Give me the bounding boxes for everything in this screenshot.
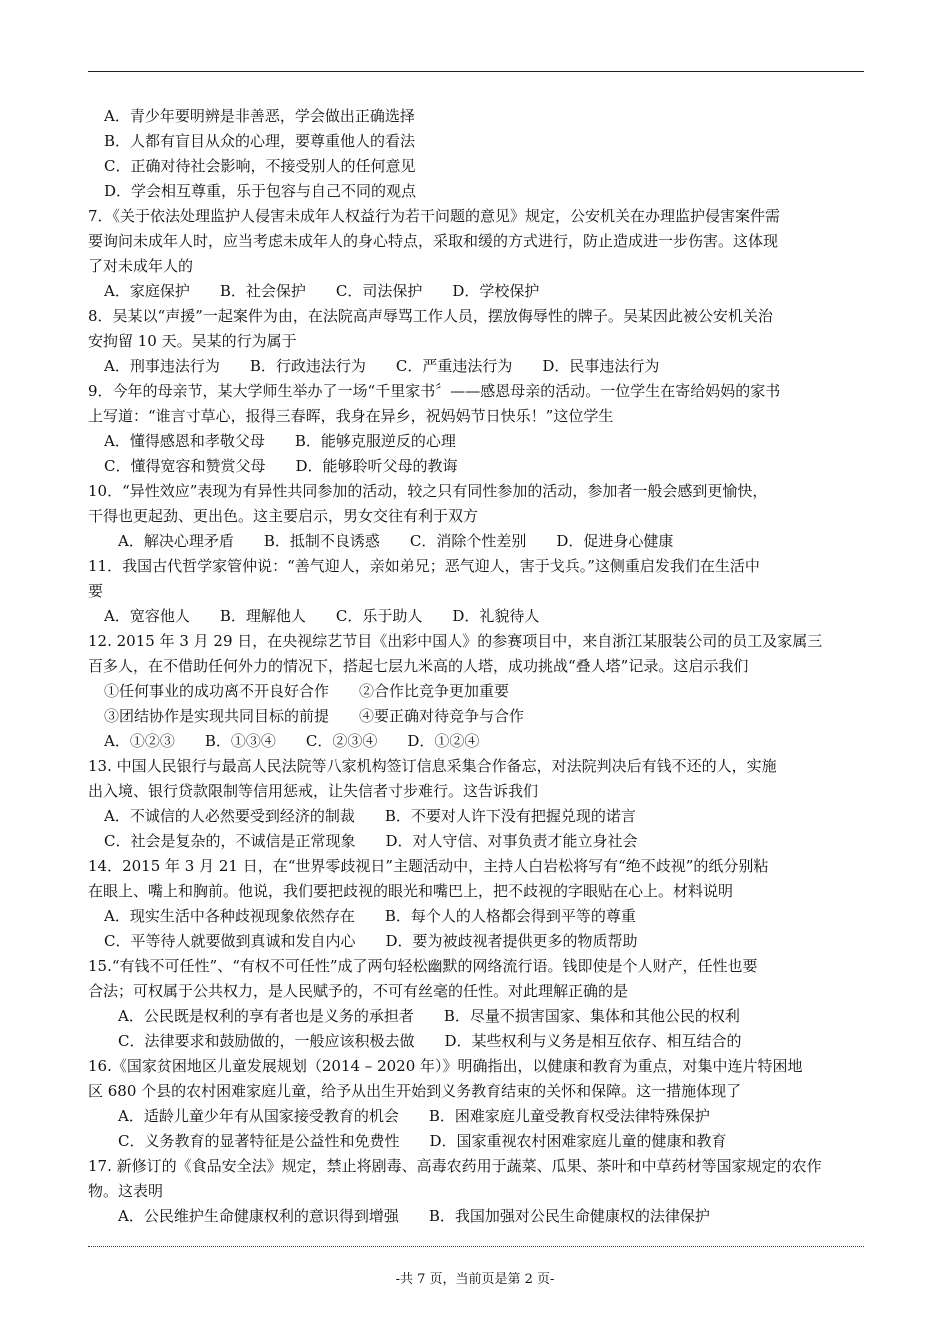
text-line: A．懂得感恩和孝敬父母 B．能够克服逆反的心理 [104,432,456,450]
text-line: A．宽容他人 B．理解他人 C．乐于助人 D．礼貌待人 [104,607,540,625]
text-line: A．刑事违法行为 B．行政违法行为 C．严重违法行为 D．民事违法行为 [104,357,660,375]
text-line: 13. 中国人民银行与最高人民法院等八家机构签订信息采集合作备忘，对法院判决后有钱不还的人，实施 [88,757,777,775]
text-line: A．公民既是权利的享有者也是义务的承担者 B．尽量不损害国家、集体和其他公民的权利 [118,1007,740,1025]
text-line: 在眼上、嘴上和胸前。他说，我们要把歧视的眼光和嘴巴上，把不歧视的字眼贴在心上。材料说明 [88,882,734,900]
text-line: 上写道：“谁言寸草心，报得三春晖，我身在异乡，祝妈妈节日快乐！”这位学生 [88,407,614,425]
footer-rule [88,1246,864,1247]
text-line: 百多人，在不借助任何外力的情况下，搭起七层九米高的人塔，成功挑战“叠人塔”记录。这启示我们 [88,657,749,675]
text-line: 要询问未成年人时，应当考虑未成年人的身心特点，采取和缓的方式进行，防止造成进一步伤害。这体现 [88,232,779,250]
text-line: B．人都有盲目从众的心理，要尊重他人的看法 [104,132,416,150]
text-line: 12. 2015 年 3 月 29 日，在央视综艺节目《出彩中国人》的参赛项目中，来自浙江某服装公司的员工及家属三 [88,632,823,650]
page-footer: -共 7 页，当前页是第 2 页- [395,1272,555,1287]
text-line: 7．《关于依法处理监护人侵害未成年人权益行为若干问题的意见》规定，公安机关在办理监护侵害案件需 [88,207,781,225]
text-line: C．懂得宽容和赞赏父母 D．能够聆听父母的教诲 [104,457,458,475]
text-line: C．社会是复杂的，不诚信是正常现象 D．对人守信、对事负责才能立身社会 [104,832,638,850]
text-line: A．现实生活中各种歧视现象依然存在 B．每个人的人格都会得到平等的尊重 [104,907,636,925]
header-rule [88,71,864,72]
text-line: C．平等待人就要做到真诚和发自内心 D．要为被歧视者提供更多的物质帮助 [104,932,638,950]
text-line: 合法；可权属于公共权力，是人民赋予的，不可有丝毫的任性。对此理解正确的是 [88,982,629,1000]
text-line: C．正确对待社会影响，不接受别人的任何意见 [104,157,416,175]
text-line: ③团结协作是实现共同目标的前提 ④要正确对待竞争与合作 [104,707,525,725]
text-line: A．家庭保护 B．社会保护 C．司法保护 D．学校保护 [104,282,540,300]
text-line: 要 [88,582,104,600]
text-line: A．解决心理矛盾 B．抵制不良诱惑 C．消除个性差别 D．促进身心健康 [118,532,674,550]
text-line: 干得也更起劲、更出色。这主要启示，男女交往有利于双方 [88,507,479,525]
text-line: A．适龄儿童少年有从国家接受教育的机会 B．困难家庭儿童受教育权受法律特殊保护 [118,1107,710,1125]
text-line: A．青少年要明辨是非善恶，学会做出正确选择 [104,107,415,125]
text-line: 16.《国家贫困地区儿童发展规划（2014 – 2020 年）》明确指出，以健康和教育为重点，对集中连片特困地 [88,1057,803,1075]
text-line: 区 680 个县的农村困难家庭儿童，给予从出生开始到义务教育结束的关怀和保障。这一措施体现了 [88,1082,742,1100]
text-line: 11．我国古代哲学家管仲说：“善气迎人，亲如弟兄；恶气迎人，害于戈兵。”这侧重启发我们在生活中 [88,557,760,575]
text-line: ①任何事业的成功离不开良好合作 ②合作比竞争更加重要 [104,682,510,700]
text-line: A．不诚信的人必然要受到经济的制裁 B．不要对人许下没有把握兑现的诺言 [104,807,636,825]
text-line: 物。这表明 [88,1182,164,1200]
text-line: D．学会相互尊重，乐于包容与自己不同的观点 [104,182,417,200]
text-line: A．①②③ B．①③④ C．②③④ D．①②④ [104,732,480,750]
text-line: 15.“有钱不可任性”、“有权不可任性”成了两句轻松幽默的网络流行语。钱即使是个人财产，任性也要 [88,957,758,975]
text-line: 安拘留 10 天。吴某的行为属于 [88,332,297,350]
page-body [88,104,864,1229]
text-line: 8．吴某以“声援”一起案件为由，在法院高声辱骂工作人员，摆放侮辱性的牌子。吴某因此被公安机关治 [88,307,773,325]
text-line: A．公民维护生命健康权利的意识得到增强 B．我国加强对公民生命健康权的法律保护 [118,1207,710,1225]
text-line: C．法律要求和鼓励做的，一般应该积极去做 D．某些权利与义务是相互依存、相互结合的 [118,1032,742,1050]
text-line: 17. 新修订的《食品安全法》规定，禁止将剧毒、高毒农药用于蔬菜、瓜果、茶叶和中草药材等国家规定的农作 [88,1157,822,1175]
text-line: 14．2015 年 3 月 21 日，在“世界零歧视日”主题活动中，主持人白岩松将写有“绝不歧视”的纸分别粘 [88,857,769,875]
text-line: C．义务教育的显著特征是公益性和免费性 D．国家重视农村困难家庭儿童的健康和教育 [118,1132,727,1150]
text-line: 9．今年的母亲节，某大学师生举办了一场“千里家书〞——感恩母亲的活动。一位学生在寄给妈妈的家书 [88,382,781,400]
text-line: 出入境、银行贷款限制等信用惩戒，让失信者寸步难行。这告诉我们 [88,782,539,800]
text-line: 了对未成年人的 [88,257,194,275]
text-line: 10．“异性效应”表现为有异性共同参加的活动，较之只有同性参加的活动，参加者一般会感到更愉快， [88,482,768,500]
